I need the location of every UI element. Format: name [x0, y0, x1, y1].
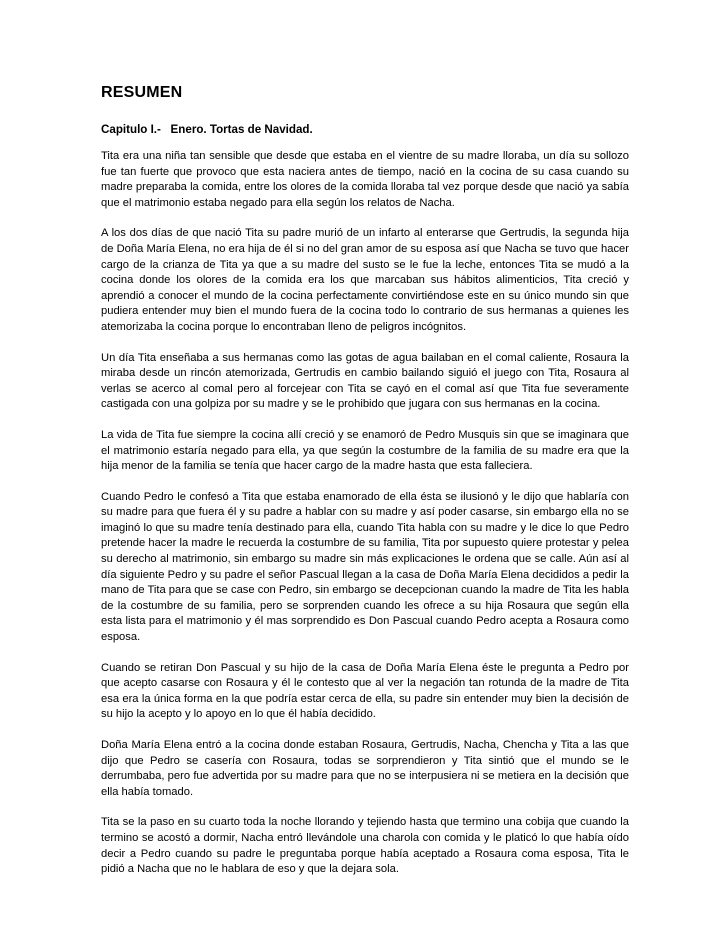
- paragraph: Un día Tita enseñaba a sus hermanas como las gotas de agua bailaban en el comal caliente, Rosaura la miraba desde un rincón atemorizada, Gertrudis en cambio bailando siguió el juego con Tita, Rosaura al verlas se acerco al comal pero al forcejear con Tita se cayó en el comal así que Tita fue severamente castigada con una golpiza por su madre y se le prohibido que jugara con sus hermanas en la cocina.: [101, 351, 629, 411]
- document-title: RESUMEN: [101, 84, 183, 101]
- paragraph: Cuando Pedro le confesó a Tita que estaba enamorado de ella ésta se ilusionó y le dijo que hablaría con su madre para que fuera él y su padre a hablar con su madre y así poder casarse, sin embargo ella no se imaginó lo que su madre tenía destinado para ella, cuando Tita habla con su madre y le dice lo que Pedro pretende hacer la madre le recuerda la costumbre de su familia, Tita por supuesto quiere protestar y pelea su derecho al matrimonio, sin embargo su madre sin más explicaciones le ordena que se calle. Aún así al día siguiente Pedro y su padre el señor Pascual llegan a la casa de Doña María Elena decididos a pedir la mano de Tita para que se case con Pedro, sin embargo se decepcionan cuando la madre de Tita les habla de la costumbre de su familia, pero se sorprenden cuando les ofrece a su hija Rosaura que según ella esta lista para el matrimonio y él mas sorprendido es Don Pascual cuando Pedro acepta a Rosaura como esposa.: [101, 490, 630, 644]
- document-body: [101, 149, 629, 893]
- paragraph: La vida de Tita fue siempre la cocina allí creció y se enamoró de Pedro Musquis sin que se imaginara que el matrimonio estaría negado para ella, ya que según la costumbre de la familia de su madre era que la hija menor de la familia se tenía que hacer cargo de la madre hasta que esta falleciera.: [101, 428, 629, 473]
- paragraph: Doña María Elena entró a la cocina donde estaban Rosaura, Gertrudis, Nacha, Chencha y Tita a las que dijo que Pedro se casería con Rosaura, todas se sorprendieron y Tita sintió que el mundo se le derrumbaba, pero fue advertida por su madre para que no se interpusiera ni se metiera en la decisión que ella había tomado.: [101, 739, 629, 798]
- paragraph: Cuando se retiran Don Pascual y su hijo de la casa de Doña María Elena éste le pregunta a Pedro por que acepto casarse con Rosaura y él le contesto que al ver la negación tan rotunda de la madre de Tita esa era la única forma en la que podría estar cerca de ella, su padre sin entender muy bien la decisión de su hijo la acepto y lo apoyo en lo que él había decidido.: [101, 661, 629, 721]
- paragraph: Tita se la paso en su cuarto toda la noche llorando y tejiendo hasta que termino una cobija que cuando la termino se acostó a dormir, Nacha entró llevándole una charola con comida y le platicó lo que había oído decir a Pedro cuando su padre le preguntaba porque había aceptado a Rosaura coma esposa, Tita le pidió a Nacha que no le hablara de eso y que la dejara sola.: [101, 816, 629, 876]
- chapter-heading: Capitulo I.- Enero. Tortas de Navidad.: [101, 123, 313, 136]
- paragraph: A los dos días de que nació Tita su padre murió de un infarto al enterarse que Gertrudis, la segunda hija de Doña María Elena, no era hija de él si no del gran amor de su esposa así que Nacha se tuvo que hacer cargo de la crianza de Tita ya que a su madre del susto se le fue la leche, entonces Tita se mudó a la cocina donde los olores de la comida era los que marcaban sus hábitos alimenticios, Tita creció y aprendió a conocer el mundo de la cocina perfectamente convirtiéndose este en su único mundo sin que pudiera entender muy bien el mundo fuera de la cocina todo lo contrario de sus hermanas a quienes les atemorizaba la cocina porque lo encontraban lleno de peligros incógnitos.: [101, 227, 629, 333]
- paragraph: Tita era una niña tan sensible que desde que estaba en el vientre de su madre lloraba, un día su sollozo fue tan fuerte que provoco que esta naciera antes de tiempo, nació en la cocina de su casa cuando su madre preparaba la comida, entre los olores de la comida lloraba tal vez porque desde que nació ya sabía que el matrimonio estaba negado para ella según los relatos de Nacha.: [101, 150, 629, 209]
